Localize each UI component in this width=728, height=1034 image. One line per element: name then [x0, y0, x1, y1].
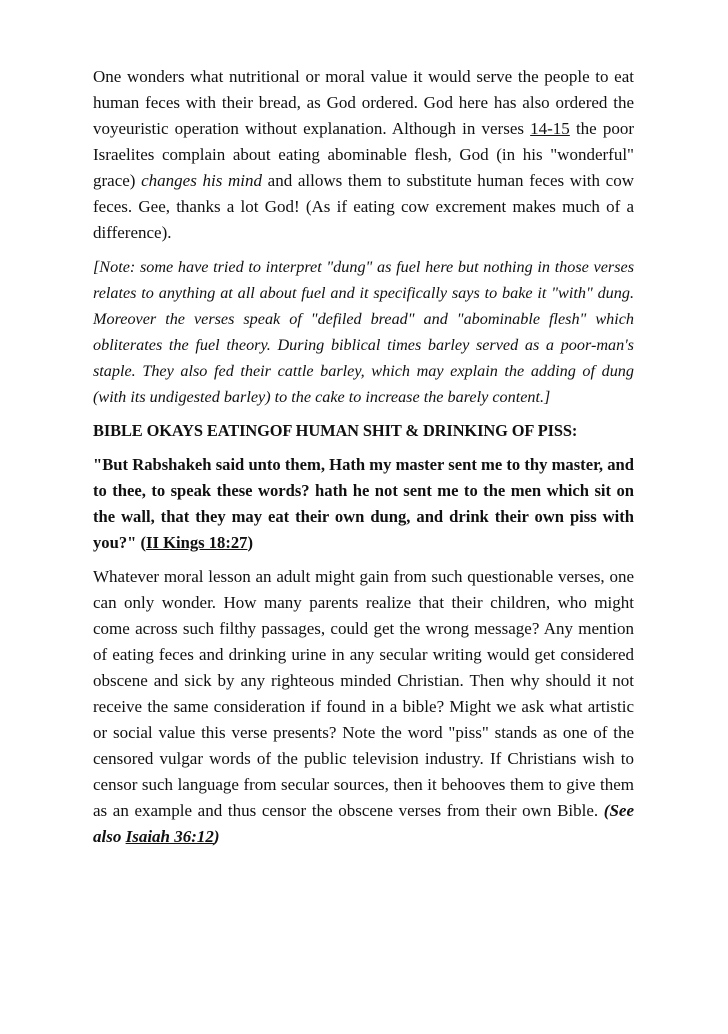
paragraph1-text-c: and allows them to substitute human feces with cow feces. Gee, thanks a lot God! (As if eating cow excrement makes much of a difference). [93, 171, 634, 242]
verse-ref-14-15[interactable]: 14-15 [530, 119, 570, 138]
paragraph1-text-b: the poor Israelites complain about eating abominable flesh, God (in his "wonderful" grace) [93, 119, 634, 190]
see-also-label: (See also [93, 801, 634, 846]
note-paragraph: [Note: some have tried to interpret "dung" as fuel here but nothing in those verses relates to anything at all about fuel and it specifically says to bake it "with" dung. Moreover the verses speak of "defiled bread" and "abominable flesh" which obliterates the fuel theory. During biblical times barley served as a poor-man's staple. They also fed their cattle barley, which may explain the adding of dung (with its undigested barley) to the cake to increase the barely content.] [93, 258, 634, 406]
paragraph1-text-a: One wonders what nutritional or moral value it would serve the people to eat human feces with their bread, as God ordered. God here has also ordered the voyeuristic operation without explanation. Although in verses [93, 67, 634, 138]
quote-reference-link[interactable]: II Kings 18:27 [146, 533, 248, 552]
bible-quote [93, 452, 634, 556]
section-heading: BIBLE OKAYS EATINGOF HUMAN SHIT & DRINKING OF PISS: [93, 421, 578, 440]
see-also-close: ) [213, 827, 220, 846]
paragraph-feces-bread [93, 64, 634, 246]
quote-text: "But Rabshakeh said unto them, Hath my master sent me to thy master, and to thee, to speak these words? hath he not sent me to the men which sit on the wall, that they may eat their own dung, and drink their own piss with you?" ( [93, 455, 634, 552]
see-also-reference-link[interactable]: Isaiah 36:12 [125, 827, 214, 846]
paragraph-moral-lesson [93, 564, 634, 850]
quote-close: ) [247, 533, 253, 552]
paragraph1-italic: changes his mind [141, 171, 262, 190]
paragraph2-text: Whatever moral lesson an adult might gain from such questionable verses, one can only wonder. How many parents realize that their children, who might come across such filthy passages, could get the wrong message? Any mention of eating feces and drinking urine in any secular writing would get considered obscene and sick by any righteous minded Christian. Then why should it not receive the same consideration if found in a bible? Might we ask what artistic or social value this verse presents? Note the word "piss" stands as one of the censored vulgar words of the public television industry. If Christians wish to censor such language from secular sources, then it behooves them to give them as an example and thus censor the obscene verses from their own Bible. [93, 567, 634, 820]
